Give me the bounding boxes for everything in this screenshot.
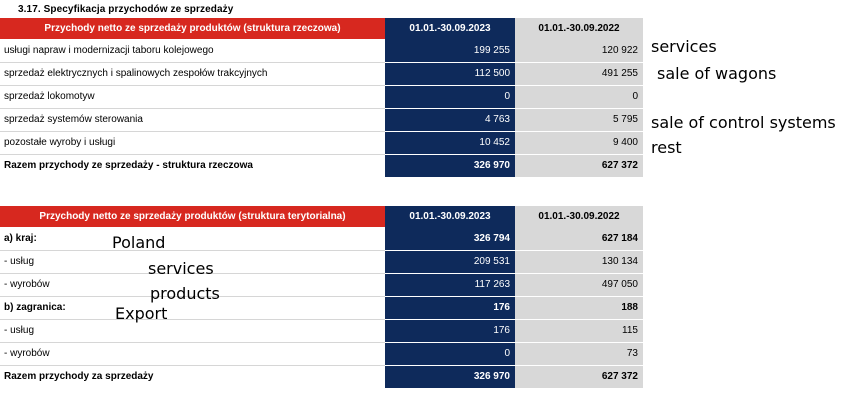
annotation-products: products <box>150 284 220 303</box>
annotation-sale-of-control-systems: sale of control systems <box>651 113 836 132</box>
value-2023: 10 452 <box>385 131 515 154</box>
header-label: Przychody netto ze sprzedaży produktów (struktura terytorialna) <box>0 206 385 227</box>
value-2022: 73 <box>515 342 643 365</box>
value-2023: 326 794 <box>385 227 515 250</box>
total-2022: 627 372 <box>515 154 643 177</box>
row-label: - wyrobów <box>0 273 385 296</box>
value-2023: 199 255 <box>385 39 515 62</box>
table-row <box>0 39 643 62</box>
total-row <box>0 365 643 388</box>
value-2023: 176 <box>385 296 515 319</box>
table-row <box>0 319 643 342</box>
annotation-sale-of-wagons: sale of wagons <box>657 64 777 83</box>
row-label: sprzedaż lokomotyw <box>0 85 385 108</box>
value-2022: 0 <box>515 85 643 108</box>
territorial-revenue-table <box>0 206 643 389</box>
table-row <box>0 85 643 108</box>
table-row <box>0 296 643 319</box>
value-2022: 120 922 <box>515 39 643 62</box>
annotation-services-domestic: services <box>148 259 214 278</box>
row-label: - wyrobów <box>0 342 385 365</box>
table-header-row <box>0 206 643 227</box>
header-label: Przychody netto ze sprzedaży produktów (struktura rzeczowa) <box>0 18 385 39</box>
value-2022: 130 134 <box>515 250 643 273</box>
value-2023: 4 763 <box>385 108 515 131</box>
annotation-poland: Poland <box>112 233 166 252</box>
table-row <box>0 250 643 273</box>
value-2022: 188 <box>515 296 643 319</box>
total-2022: 627 372 <box>515 365 643 388</box>
value-2022: 497 050 <box>515 273 643 296</box>
header-col-2022: 01.01.-30.09.2022 <box>515 206 643 227</box>
table-row <box>0 342 643 365</box>
value-2023: 0 <box>385 342 515 365</box>
row-label: usługi napraw i modernizacji taboru kolejowego <box>0 39 385 62</box>
row-label: - usług <box>0 319 385 342</box>
value-2022: 9 400 <box>515 131 643 154</box>
row-label: sprzedaż elektrycznych i spalinowych zespołów trakcyjnych <box>0 62 385 85</box>
annotation-rest: rest <box>651 138 682 157</box>
value-2023: 117 263 <box>385 273 515 296</box>
row-label: a) kraj: <box>0 227 385 250</box>
total-label: Razem przychody ze sprzedaży - struktura rzeczowa <box>4 160 253 172</box>
value-2023: 209 531 <box>385 250 515 273</box>
annotation-export: Export <box>115 304 168 323</box>
section-title: 3.17. Specyfikacja przychodów ze sprzedaży <box>18 4 234 15</box>
table-row <box>0 108 643 131</box>
value-2022: 627 184 <box>515 227 643 250</box>
total-2023: 326 970 <box>385 154 515 177</box>
value-2022: 491 255 <box>515 62 643 85</box>
table-row <box>0 273 643 296</box>
value-2022: 5 795 <box>515 108 643 131</box>
total-2023: 326 970 <box>385 365 515 388</box>
total-row <box>0 154 643 177</box>
header-col-2023: 01.01.-30.09.2023 <box>385 206 515 227</box>
row-label: pozostałe wyroby i usługi <box>0 131 385 154</box>
row-label: - usług <box>0 250 385 273</box>
header-col-2023: 01.01.-30.09.2023 <box>385 18 515 39</box>
value-2023: 0 <box>385 85 515 108</box>
header-col-2022: 01.01.-30.09.2022 <box>515 18 643 39</box>
total-label: Razem przychody za sprzedaży <box>4 371 154 383</box>
table-row <box>0 62 643 85</box>
product-revenue-table <box>0 18 643 178</box>
row-label: sprzedaż systemów sterowania <box>0 108 385 131</box>
value-2023: 176 <box>385 319 515 342</box>
value-2022: 115 <box>515 319 643 342</box>
row-label: b) zagranica: <box>0 296 385 319</box>
table-header-row <box>0 18 643 39</box>
table-row <box>0 131 643 154</box>
value-2023: 112 500 <box>385 62 515 85</box>
annotation-services: services <box>651 37 717 56</box>
table-row <box>0 227 643 250</box>
